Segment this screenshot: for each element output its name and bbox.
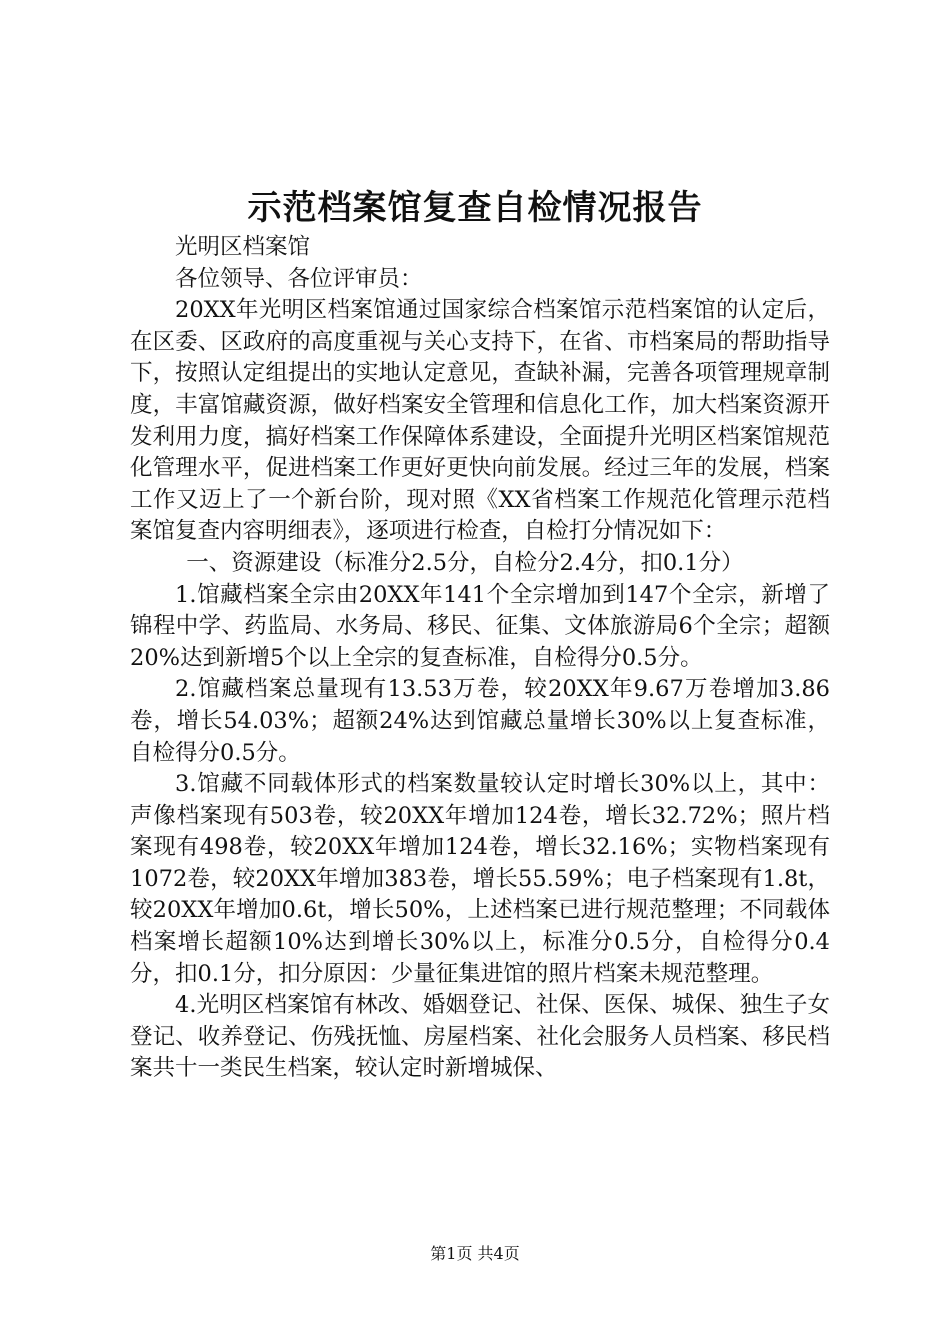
item-paragraph-1: 1.馆藏档案全宗由20XX年141个全宗增加到147个全宗，新增了锦程中学、药监局、水务局、移民、征集、文体旅游局6个全宗；超额20%达到新增5个以上全宗的复查标准，自检得分0.5分。 <box>130 581 830 671</box>
author-line: 光明区档案馆 <box>175 234 311 260</box>
document-body <box>130 232 830 1085</box>
item-paragraph-3: 3.馆藏不同载体形式的档案数量较认定时增长30%以上，其中：声像档案现有503卷，较20XX年增加124卷，增长32.72%；照片档案现有498卷，较20XX年增加124卷，增长32.16%；实物档案现有1072卷，较20XX年增加383卷，增长55.59%；电子档案现有1.8t，较20XX年增加0.6t，增长50%，上述档案已进行规范整理；不同载体档案增长超额10%达到增长30%以上，标准分0.5分，自检得分0.4分，扣0.1分，扣分原因：少量征集进馆的照片档案未规范整理。 <box>130 771 830 987</box>
page-title: 示范档案馆复查自检情况报告 <box>247 188 703 228</box>
salutation: 各位领导、各位评审员： <box>175 265 423 292</box>
item-paragraph-2: 2.馆藏档案总量现有13.53万卷，较20XX年9.67万卷增加3.86卷，增长54.03%；超额24%达到馆藏总量增长30%以上复查标准，自检得分0.5分。 <box>130 676 830 766</box>
section-heading: 一、资源建设（标准分2.5分，自检分2.4分，扣0.1分） <box>186 549 744 576</box>
intro-paragraph: 20XX年光明区档案馆通过国家综合档案馆示范档案馆的认定后，在区委、区政府的高度重视与关心支持下，在省、市档案局的帮助指导下，按照认定组提出的实地认定意见，查缺补漏，完善各项管理规章制度，丰富馆藏资源，做好档案安全管理和信息化工作，加大档案资源开发利用力度，搞好档案工作保障体系建设，全面提升光明区档案馆规范化管理水平，促进档案工作更好更快向前发展。经过三年的发展，档案工作又迈上了一个新台阶，现对照《XX省档案工作规范化管理示范档案馆复查内容明细表》，逐项进行检查，自检打分情况如下： <box>130 297 830 545</box>
item-paragraph-4: 4.光明区档案馆有林改、婚姻登记、社保、医保、城保、独生子女登记、收养登记、伤残抚恤、房屋档案、社化会服务人员档案、移民档案共十一类民生档案，较认定时新增城保、 <box>130 992 830 1082</box>
page-footer: 第1页 共4页 <box>430 1244 520 1263</box>
